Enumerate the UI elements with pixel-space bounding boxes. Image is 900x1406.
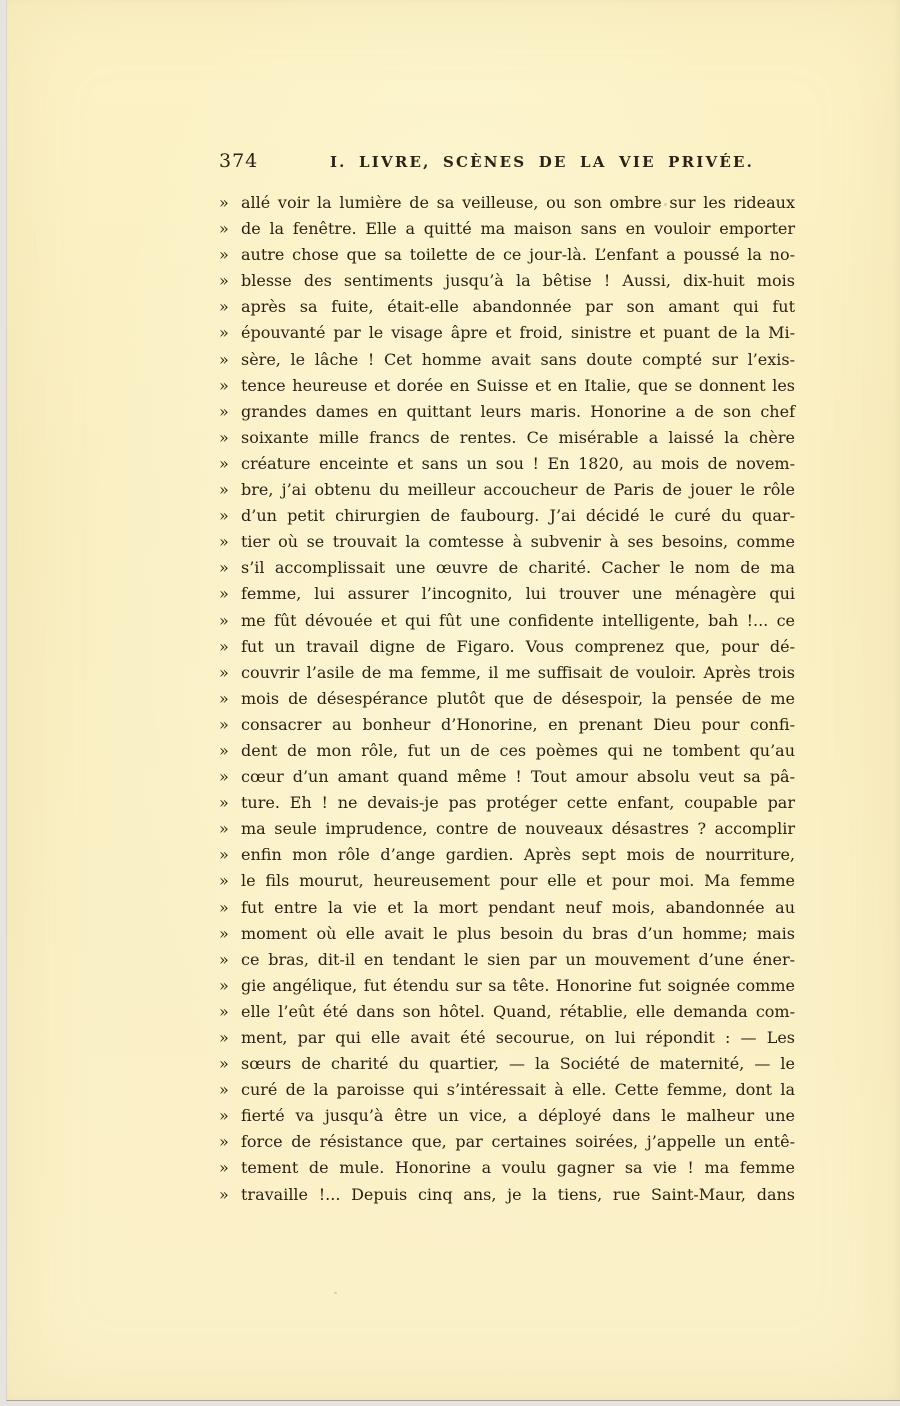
quote-continuation-mark: » bbox=[219, 584, 229, 604]
text-line-content: dent de mon rôle, fut un de ces poèmes qui ne tombent qu’au bbox=[241, 740, 795, 760]
quote-continuation-mark: » bbox=[219, 323, 229, 343]
text-line-content: tement de mule. Honorine a voulu gagner sa vie ! ma femme bbox=[241, 1158, 795, 1178]
text-line bbox=[219, 660, 795, 686]
quote-continuation-mark: » bbox=[219, 297, 229, 317]
text-line-content: mois de désespérance plutôt que de désespoir, la pensée de me bbox=[241, 688, 795, 708]
quote-continuation-mark: » bbox=[219, 897, 229, 917]
text-line-content: force de résistance que, par certaines soirées, j’appelle un entê- bbox=[241, 1132, 795, 1152]
quote-continuation-mark: » bbox=[219, 845, 229, 865]
text-line-content: me fût dévouée et qui fût une confidente intelligente, bah !... ce bbox=[241, 610, 795, 630]
text-line bbox=[219, 816, 795, 842]
text-line bbox=[219, 477, 795, 503]
text-line bbox=[219, 868, 795, 894]
text-line-content: le fils mourut, heureusement pour elle et pour moi. Ma femme bbox=[241, 871, 795, 891]
text-line-content: sère, le lâche ! Cet homme avait sans doute compté sur l’exis- bbox=[241, 349, 795, 369]
text-line bbox=[219, 268, 795, 294]
text-line bbox=[219, 451, 795, 477]
text-line-content: ment, par qui elle avait été secourue, on lui répondit : — Les bbox=[241, 1028, 795, 1047]
quote-continuation-mark: » bbox=[219, 401, 229, 421]
page-number: 374 bbox=[219, 150, 259, 172]
quote-continuation-mark: » bbox=[219, 740, 229, 760]
quote-continuation-mark: » bbox=[219, 532, 229, 552]
text-line bbox=[219, 634, 795, 660]
text-line bbox=[219, 712, 795, 738]
text-line bbox=[219, 1051, 795, 1077]
text-line-content: fut un travail digne de Figaro. Vous comprenez que, pour dé- bbox=[241, 636, 795, 656]
quote-continuation-mark: » bbox=[219, 193, 229, 212]
quote-continuation-mark: » bbox=[219, 1184, 229, 1204]
text-line-content: épouvanté par le visage âpre et froid, sinistre et puant de la Mi- bbox=[241, 323, 795, 343]
text-line bbox=[219, 373, 795, 399]
text-line-content: gie angélique, fut étendu sur sa tête. Honorine fut soignée comme bbox=[241, 975, 795, 995]
quote-continuation-mark: » bbox=[219, 1028, 229, 1047]
text-line-content: ma seule imprudence, contre de nouveaux désastres ? accomplir bbox=[241, 819, 795, 839]
text-line-content: d’un petit chirurgien de faubourg. J’ai décidé le curé du quar- bbox=[241, 506, 795, 526]
book-page bbox=[6, 0, 900, 1401]
text-line bbox=[219, 347, 795, 373]
text-line-content: consacrer au bonheur d’Honorine, en prenant Dieu pour confi- bbox=[241, 714, 795, 734]
text-line-content: sœurs de charité du quartier, — la Société de maternité, — le bbox=[241, 1054, 795, 1074]
text-line bbox=[219, 1129, 795, 1155]
body-text bbox=[219, 190, 795, 1208]
text-line bbox=[219, 973, 795, 999]
quote-continuation-mark: » bbox=[219, 1001, 229, 1021]
quote-continuation-mark: » bbox=[219, 949, 229, 969]
text-line-content: de la fenêtre. Elle a quitté ma maison sans en vouloir emporter bbox=[241, 219, 795, 239]
quote-continuation-mark: » bbox=[219, 219, 229, 239]
text-line-content: enfin mon rôle d’ange gardien. Après sept mois de nourriture, bbox=[241, 845, 795, 865]
quote-continuation-mark: » bbox=[219, 1106, 229, 1126]
text-line bbox=[219, 242, 795, 268]
text-line bbox=[219, 216, 795, 242]
text-line bbox=[219, 1182, 795, 1208]
quote-continuation-mark: » bbox=[219, 819, 229, 839]
paper-speck bbox=[334, 1292, 337, 1294]
text-line bbox=[219, 999, 795, 1025]
quote-continuation-mark: » bbox=[219, 923, 229, 943]
running-title: I. LIVRE, SCÈNES DE LA VIE PRIVÉE. bbox=[329, 153, 755, 171]
quote-continuation-mark: » bbox=[219, 427, 229, 447]
quote-continuation-mark: » bbox=[219, 688, 229, 708]
text-line bbox=[219, 686, 795, 712]
text-line-content: elle l’eût été dans son hôtel. Quand, rétablie, elle demanda com- bbox=[241, 1001, 795, 1021]
text-line bbox=[219, 190, 795, 216]
quote-continuation-mark: » bbox=[219, 1158, 229, 1178]
text-line-content: ce bras, dit-il en tendant le sien par un mouvement d’une éner- bbox=[241, 949, 795, 969]
text-line-content: blesse des sentiments jusqu’à la bêtise ! Aussi, dix-huit mois bbox=[241, 271, 795, 291]
text-line-content: soixante mille francs de rentes. Ce misérable a laissé la chère bbox=[241, 427, 795, 447]
text-line bbox=[219, 1025, 795, 1051]
quote-continuation-mark: » bbox=[219, 1080, 229, 1100]
text-line bbox=[219, 921, 795, 947]
text-line bbox=[219, 399, 795, 425]
text-line-content: autre chose que sa toilette de ce jour-là. L’enfant a poussé la no- bbox=[241, 245, 795, 265]
text-line-content: ture. Eh ! ne devais-je pas protéger cette enfant, coupable par bbox=[241, 793, 795, 813]
quote-continuation-mark: » bbox=[219, 1132, 229, 1152]
text-line bbox=[219, 555, 795, 581]
text-line bbox=[219, 320, 795, 346]
text-line bbox=[219, 503, 795, 529]
text-line-content: travaille !... Depuis cinq ans, je la tiens, rue Saint-Maur, dans bbox=[241, 1184, 795, 1204]
quote-continuation-mark: » bbox=[219, 245, 229, 265]
text-line bbox=[219, 1155, 795, 1181]
quote-continuation-mark: » bbox=[219, 871, 229, 891]
text-line-content: curé de la paroisse qui s’intéressait à elle. Cette femme, dont la bbox=[241, 1080, 795, 1100]
quote-continuation-mark: » bbox=[219, 767, 229, 787]
text-line bbox=[219, 1103, 795, 1129]
text-line bbox=[219, 581, 795, 607]
text-line-content: allé voir la lumière de sa veilleuse, ou son ombre sur les rideaux bbox=[241, 193, 795, 212]
page-content bbox=[219, 150, 795, 1208]
text-line bbox=[219, 790, 795, 816]
text-line bbox=[219, 1077, 795, 1103]
quote-continuation-mark: » bbox=[219, 506, 229, 526]
text-line bbox=[219, 895, 795, 921]
text-line-content: couvrir l’asile de ma femme, il me suffisait de vouloir. Après trois bbox=[241, 662, 795, 682]
text-line bbox=[219, 842, 795, 868]
quote-continuation-mark: » bbox=[219, 610, 229, 630]
quote-continuation-mark: » bbox=[219, 975, 229, 995]
text-line-content: fierté va jusqu’à être un vice, a déployé dans le malheur une bbox=[241, 1106, 795, 1126]
text-line-content: bre, j’ai obtenu du meilleur accoucheur de Paris de jouer le rôle bbox=[241, 480, 795, 500]
quote-continuation-mark: » bbox=[219, 662, 229, 682]
quote-continuation-mark: » bbox=[219, 349, 229, 369]
text-line bbox=[219, 738, 795, 764]
quote-continuation-mark: » bbox=[219, 558, 229, 578]
text-line-content: fut entre la vie et la mort pendant neuf mois, abandonnée au bbox=[241, 897, 795, 917]
quote-continuation-mark: » bbox=[219, 375, 229, 395]
quote-continuation-mark: » bbox=[219, 480, 229, 500]
text-line-content: après sa fuite, était-elle abandonnée par son amant qui fut bbox=[241, 297, 795, 317]
page-header bbox=[219, 150, 795, 178]
text-line-content: moment où elle avait le plus besoin du bras d’un homme; mais bbox=[241, 923, 795, 943]
quote-continuation-mark: » bbox=[219, 793, 229, 813]
quote-continuation-mark: » bbox=[219, 453, 229, 473]
text-line-content: grandes dames en quittant leurs maris. Honorine a de son chef bbox=[241, 401, 795, 421]
text-line bbox=[219, 764, 795, 790]
text-line bbox=[219, 947, 795, 973]
text-line-content: tier où se trouvait la comtesse à subvenir à ses besoins, comme bbox=[241, 532, 795, 552]
quote-continuation-mark: » bbox=[219, 1054, 229, 1074]
text-line bbox=[219, 529, 795, 555]
text-line bbox=[219, 294, 795, 320]
text-line-content: tence heureuse et dorée en Suisse et en Italie, que se donnent les bbox=[241, 375, 795, 395]
text-line-content: créature enceinte et sans un sou ! En 1820, au mois de novem- bbox=[241, 453, 795, 473]
quote-continuation-mark: » bbox=[219, 636, 229, 656]
quote-continuation-mark: » bbox=[219, 271, 229, 291]
text-line-content: femme, lui assurer l’incognito, lui trouver une ménagère qui bbox=[241, 584, 795, 604]
text-line bbox=[219, 608, 795, 634]
quote-continuation-mark: » bbox=[219, 714, 229, 734]
text-line-content: cœur d’un amant quand même ! Tout amour absolu veut sa pâ- bbox=[241, 767, 795, 787]
text-line-content: s’il accomplissait une œuvre de charité. Cacher le nom de ma bbox=[241, 558, 795, 578]
text-line bbox=[219, 425, 795, 451]
